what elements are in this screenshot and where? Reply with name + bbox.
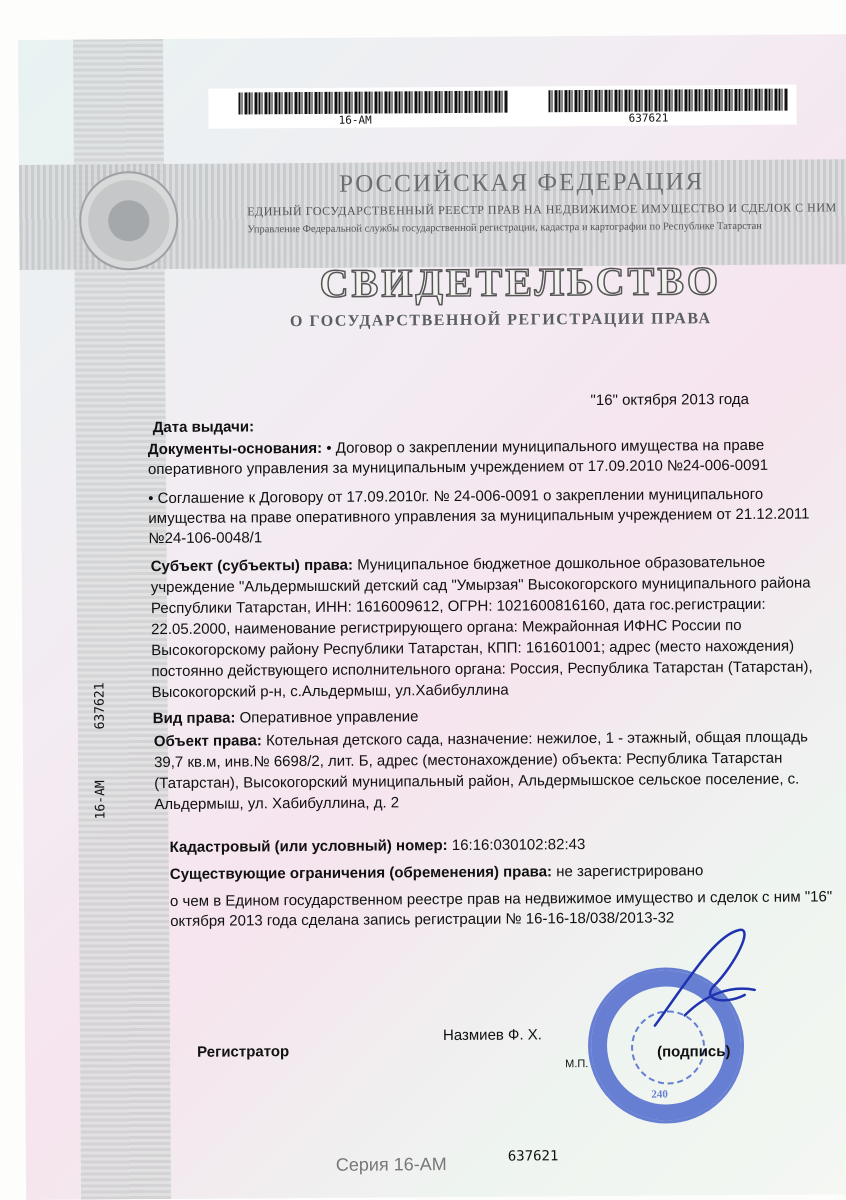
documents-line-2: оперативного управления за муниципальным учреждением от 17.09.2010 №24-006-0091 — [147, 456, 769, 479]
side-number: 637621 — [92, 682, 108, 730]
subject-label: Субъект (субъекты) права: — [150, 556, 354, 576]
object-line-4: Альдермыш, ул. Хабибуллина, д. 2 — [154, 794, 400, 814]
subject-line-1 — [151, 554, 766, 575]
object-line-1 — [154, 729, 808, 751]
barcode-right-text: 637621 — [628, 111, 669, 125]
object-label: Объект права: — [153, 732, 262, 751]
subject-line-6: постоянно действующего исполнительного органа: Россия, Республика Татарстан (Татарстан), — [151, 658, 813, 681]
document-subtitle: О ГОСУДАРСТВЕННОЙ РЕГИСТРАЦИИ ПРАВА — [289, 310, 712, 331]
registrar-label: Регистратор — [197, 1043, 290, 1061]
country-heading: РОССИЙСКАЯ ФЕДЕРАЦИЯ — [338, 168, 705, 198]
right-type-value: Оперативное управление — [239, 708, 419, 727]
object-line-2: 39,7 кв.м, инв.№ 6698/2, лит. Б, адрес (местонахождение) объекта: Республика Татарстан — [153, 749, 783, 772]
cadastral-number — [170, 836, 586, 856]
object-line-3: (Татарстан), Высокогорский муниципальный район, Альдермышское сельское поселение, с. — [154, 770, 800, 793]
footer-number: 637621 — [507, 1148, 559, 1165]
agency-heading: Управление Федеральной службы государственной регистрации, кадастра и картографии по Республике Татарстан — [247, 220, 762, 236]
documents-line-4: имущества на праве оперативного управления за муниципальным учреждением от 21.12.2011 — [148, 505, 810, 528]
signature-label: (подпись) — [657, 1043, 731, 1061]
registry-heading: ЕДИНЫЙ ГОСУДАРСТВЕННЫЙ РЕЕСТР ПРАВ НА НЕДВИЖИМОЕ ИМУЩЕСТВО И СДЕЛОК С НИМ — [247, 200, 837, 219]
right-type — [153, 708, 419, 727]
certificate-page — [18, 34, 846, 1200]
document-title: СВИДЕТЕЛЬСТВО — [319, 258, 722, 306]
barcode-right — [548, 89, 788, 113]
record-line-2: октября 2013 года сделана запись регистрации № 16-16-18/038/2013-32 — [170, 909, 675, 930]
documents-line-1 — [148, 437, 764, 458]
subject-line-2: учреждение "Альдермышский детский сад "Умырзая" Высокогорского муниципального района — [150, 574, 811, 597]
subject-line-5: Высокогорскому району Республики Татарстан, КПП: 161601001; адрес (место нахождения) — [151, 637, 795, 660]
barcode-left-text: 16-АМ — [338, 113, 372, 127]
handwritten-signature — [644, 925, 765, 1036]
documents-line-3: • Соглашение к Договору от 17.09.2010г. № 24-006-0091 о закреплении муниципального — [148, 485, 764, 508]
subject-line-7: Высокогорский р-н, с.Альдермыш, ул.Хабибуллина — [151, 681, 509, 702]
barcode-strip — [208, 85, 796, 129]
documents-label: Документы-основания: — [147, 439, 323, 459]
documents-text: • Договор о закреплении муниципального имущества на праве — [326, 436, 765, 457]
restrictions-value: не зарегистрировано — [556, 862, 704, 881]
subject-text: Муниципальное бюджетное дошкольное образовательное — [357, 553, 766, 574]
registrar-name: Назмиев Ф. Х. — [442, 1026, 542, 1045]
record-line-1: о чем в Едином государственном реестре прав на недвижимое имущество и сделок с ним "16" — [169, 888, 833, 910]
subject-line-3: Республики Татарстан, ИНН: 1616009612, ОГРН: 1021600816160, дата гос.регистрации: — [150, 595, 766, 618]
cadastral-value: 16:16:030102:82:43 — [451, 836, 586, 854]
subject-line-4: 22.05.2000, наименование регистрирующего органа: Межрайонная ИФНС России по — [151, 616, 742, 639]
restrictions-label: Существующие ограничения (обременения) права: — [169, 863, 553, 883]
stamp-number: 240 — [651, 1088, 668, 1101]
issue-date-label: Дата выдачи: — [152, 418, 255, 437]
mp-label: М.П. — [565, 1058, 589, 1071]
cadastral-label: Кадастровый (или условный) номер: — [169, 837, 448, 856]
footer-series: Серия 16-АМ — [335, 1154, 447, 1175]
right-type-label: Вид права: — [152, 709, 236, 728]
issue-date: "16" октября 2013 года — [590, 390, 750, 410]
restrictions — [170, 862, 704, 883]
side-series: 16-АМ — [93, 780, 109, 820]
object-text: Котельная детского сада, назначение: нежилое, 1 - этажный, общая площадь — [265, 728, 809, 750]
coat-of-arms-emblem — [79, 171, 179, 271]
barcode-left — [238, 91, 508, 115]
documents-line-5: №24-106-0048/1 — [148, 529, 263, 548]
